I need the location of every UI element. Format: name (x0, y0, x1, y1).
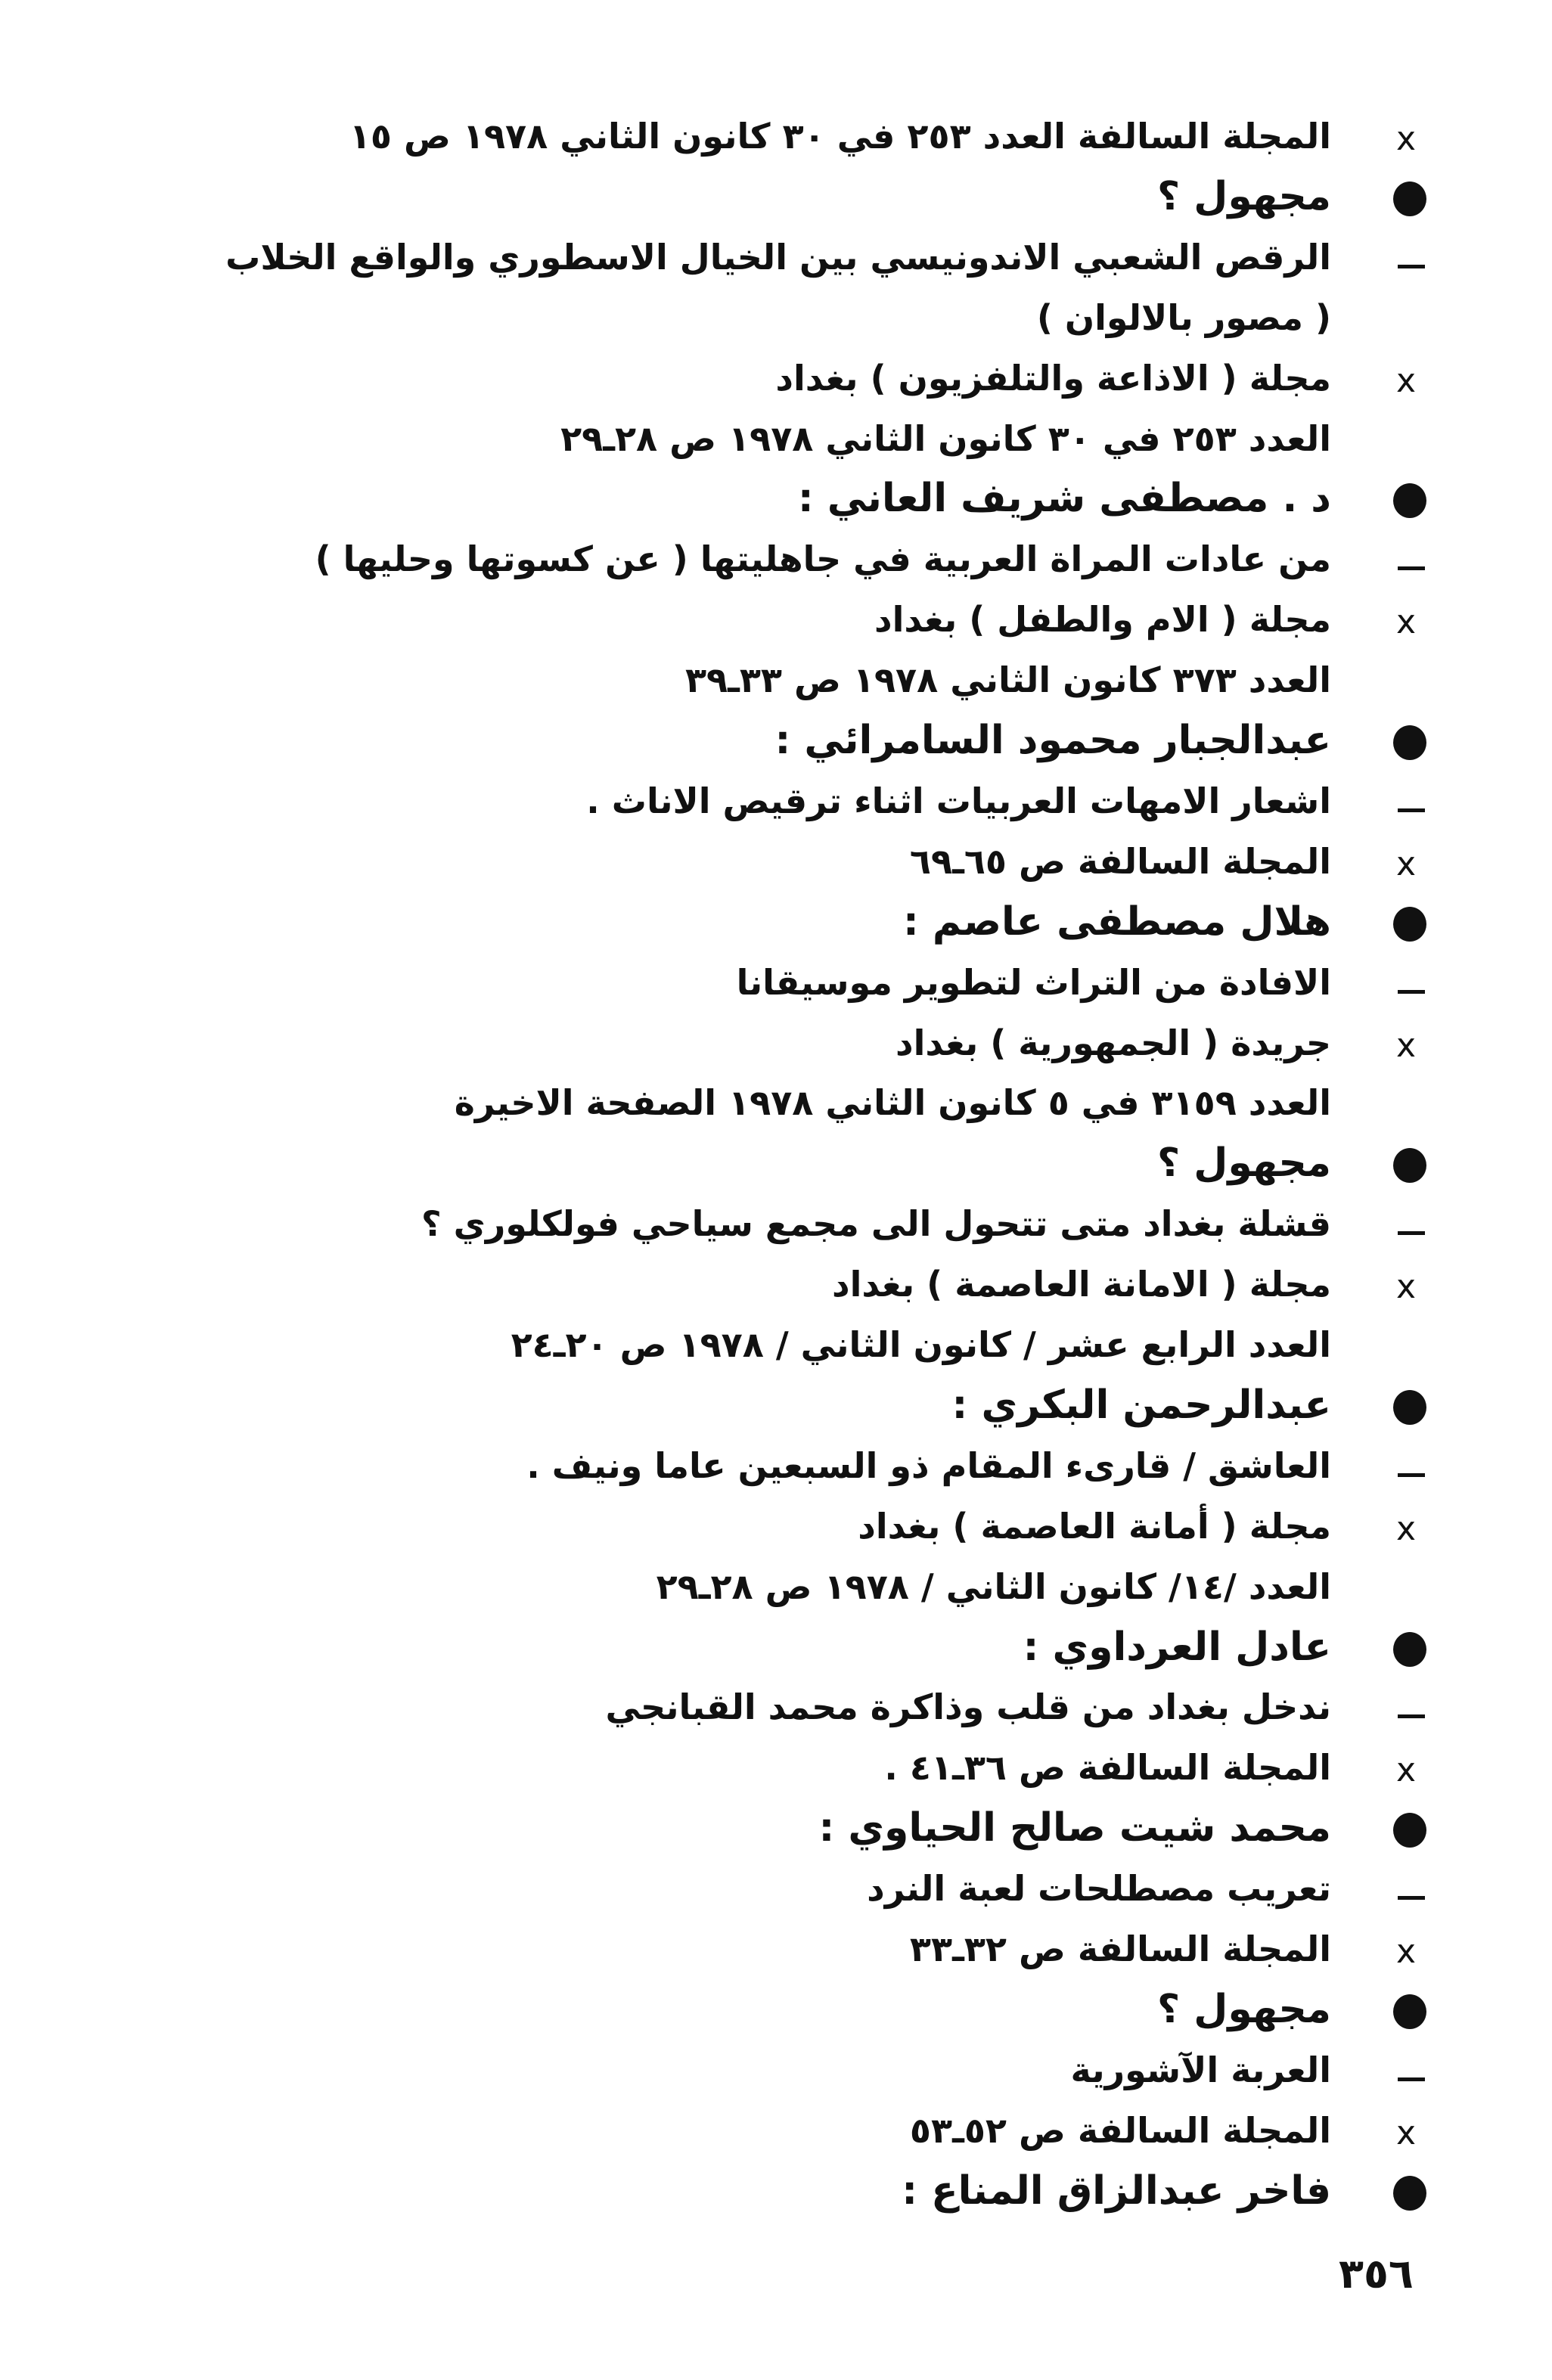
list-item (0, 348, 1552, 408)
entry-text: العدد /١٤/ كانون الثاني / ١٩٧٨ ص ٢٨ـ٢٩ (656, 1565, 1331, 1607)
list-item (0, 1254, 1552, 1314)
dash-icon (1398, 2077, 1425, 2081)
author-heading (0, 892, 1552, 952)
author-heading (0, 2161, 1552, 2221)
dash-icon (1398, 566, 1425, 570)
list-item (0, 2040, 1552, 2100)
entry-text: اشعار الامهات العربيات اثناء ترقيص الاناث . (586, 780, 1331, 821)
entry-text: العربة الآشورية (1070, 2049, 1331, 2090)
entry-text: المجلة السالفة ص ٣٢ـ٣٣ (909, 1929, 1331, 1969)
author-name: هلال مصطفى عاصم : (903, 898, 1331, 945)
list-item (0, 831, 1552, 892)
entry-text: تعريب مصطلحات لعبة النرد (867, 1868, 1331, 1910)
bullet-icon (1393, 1390, 1426, 1425)
bullet-icon (1393, 182, 1426, 216)
list-item (0, 1677, 1552, 1737)
entry-text: العدد ٢٥٣ في ٣٠ كانون الثاني ١٩٧٨ ص ٢٨ـ٢٩ (560, 417, 1331, 459)
author-name: مجهول ؟ (1157, 1140, 1331, 1187)
list-item (0, 1314, 1552, 1375)
entry-text: العدد الرابع عشر / كانون الثاني / ١٩٧٨ ص ٢٠ـ٢٤ (511, 1324, 1331, 1365)
entry-text: مجلة ( الامانة العاصمة ) بغداد (831, 1264, 1331, 1305)
author-heading (0, 166, 1552, 227)
list-item (0, 1919, 1552, 1979)
cross-marker-icon: x (1396, 361, 1417, 400)
entry-text: المجلة السالفة العدد ٢٥٣ في ٣٠ كانون الثاني ١٩٧٨ ص ١٥ (349, 116, 1331, 157)
author-name: عبدالجبار محمود السامرائي : (774, 718, 1331, 763)
bullet-icon (1393, 725, 1426, 760)
cross-marker-icon: x (1396, 844, 1417, 883)
dash-icon (1398, 265, 1425, 268)
entry-text: من عادات المراة العربية في جاهليتها ( عن كسوتها وحليها ) (315, 538, 1331, 580)
cross-marker-icon: x (1396, 603, 1417, 642)
list-item (0, 287, 1552, 348)
list-item (0, 1072, 1552, 1133)
author-name: محمد شيت صالح الحياوي : (818, 1805, 1331, 1851)
entry-text: العاشق / قارىء المقام ذو السبعين عاما ونيف . (526, 1444, 1331, 1486)
author-name: د . مصطفى شريف العاني : (797, 476, 1331, 522)
cross-marker-icon: x (1396, 119, 1417, 158)
author-name: مجهول ؟ (1157, 173, 1331, 219)
author-heading (0, 1133, 1552, 1193)
author-heading (0, 710, 1552, 771)
entry-text: العدد ٣١٥٩ في ٥ كانون الثاني ١٩٧٨ الصفحة الاخيرة (454, 1082, 1331, 1124)
bullet-icon (1393, 1148, 1426, 1183)
dash-icon (1398, 808, 1425, 812)
author-name: فاخر عبدالزاق المناع : (902, 2167, 1331, 2214)
dash-icon (1398, 1896, 1425, 1900)
author-heading (0, 1617, 1552, 1677)
bullet-icon (1393, 1994, 1426, 2029)
entry-text: ندخل بغداد من قلب وذاكرة محمد القبانجي (605, 1686, 1331, 1728)
entry-text: الرقص الشعبي الاندونيسي بين الخيال الاسطوري والواقع الخلاب (225, 236, 1331, 278)
list-item (0, 1858, 1552, 1919)
entry-text: العدد ٣٧٣ كانون الثاني ١٩٧٨ ص ٣٣ـ٣٩ (684, 659, 1331, 701)
bullet-icon (1393, 1632, 1426, 1667)
list-item (0, 2100, 1552, 2161)
list-item (0, 952, 1552, 1013)
cross-marker-icon: x (1396, 1026, 1417, 1065)
list-item (0, 1013, 1552, 1073)
dash-icon (1398, 1231, 1425, 1235)
cross-marker-icon: x (1396, 1509, 1417, 1548)
author-heading (0, 1979, 1552, 2040)
author-name: عادل العرداوي : (1023, 1624, 1331, 1670)
entry-text: الافادة من التراث لتطوير موسيقانا (736, 961, 1331, 1003)
list-item (0, 408, 1552, 469)
entry-text: المجلة السالفة ص ٥٢ـ٥٣ (909, 2109, 1331, 2151)
dash-icon (1398, 990, 1425, 994)
page-number: ٣٥٦ (1339, 2250, 1414, 2298)
list-item (0, 650, 1552, 710)
cross-marker-icon: x (1396, 2113, 1417, 2152)
entry-text: المجلة السالفة ص ٦٥ـ٦٩ (909, 840, 1331, 882)
list-item (0, 771, 1552, 831)
entry-text: مجلة ( أمانة العاصمة ) بغداد (858, 1505, 1331, 1547)
bullet-icon (1393, 2176, 1426, 2211)
entry-text: ( مصور بالالوان ) (1036, 296, 1331, 338)
list-item (0, 227, 1552, 287)
bullet-icon (1393, 1813, 1426, 1848)
dash-icon (1398, 1714, 1425, 1718)
bullet-icon (1393, 483, 1426, 518)
entry-text: قشلة بغداد متى تتحول الى مجمع سياحي فولكلوري ؟ (421, 1203, 1331, 1245)
author-heading (0, 468, 1552, 529)
bullet-icon (1393, 907, 1426, 942)
list-item (0, 106, 1552, 166)
entry-text: المجلة السالفة ص ٣٦ـ٤١ . (884, 1747, 1331, 1789)
entry-text: مجلة ( الاذاعة والتلفزيون ) بغداد (775, 357, 1331, 399)
author-heading (0, 1375, 1552, 1435)
cross-marker-icon: x (1396, 1268, 1417, 1307)
cross-marker-icon: x (1396, 1932, 1417, 1971)
author-name: عبدالرحمن البكري : (951, 1382, 1331, 1428)
cross-marker-icon: x (1396, 1751, 1417, 1790)
entry-text: مجلة ( الام والطفل ) بغداد (874, 599, 1331, 641)
list-item (0, 1435, 1552, 1496)
list-item (0, 589, 1552, 650)
entry-text: جريدة ( الجمهورية ) بغداد (896, 1022, 1331, 1063)
list-item (0, 1556, 1552, 1617)
author-name: مجهول ؟ (1157, 1986, 1331, 2032)
author-heading (0, 1798, 1552, 1858)
list-item (0, 1193, 1552, 1254)
list-item (0, 1737, 1552, 1798)
list-item (0, 529, 1552, 589)
list-item (0, 1496, 1552, 1556)
dash-icon (1398, 1473, 1425, 1477)
